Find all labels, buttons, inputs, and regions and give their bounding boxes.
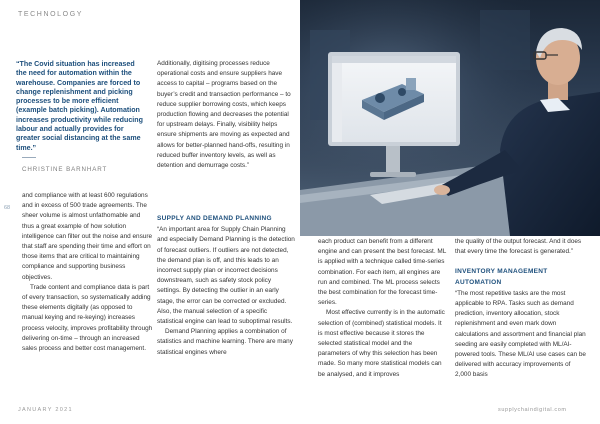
section-title: TECHNOLOGY [18,11,84,18]
pull-quote: “The Covid situation has increased the need for automation within the warehouse. Companies are forced to change replenishment and picking processes to be more efficient (example batch picking). Automation increases productivity while reducing labour and actually provides for greater social distancing at the same time.” [16,60,143,152]
footer-date: JANUARY 2021 [18,407,73,413]
paragraph: Most effective currently is in the automatic selection of (combined) statistical models. It is most effective because it stores the selected statistical model and the parameters of why this selection has been made. So many more statistical models can be analysed, and it improves [318,309,445,378]
quote-divider [22,157,36,158]
paragraph: and compliance with at least 600 regulations and in excess of 500 trade agreements. The sheer volume is almost unfathomable and thus a great example of how solution intelligence can filter out the noise and ensure that staff are spending their time and effort on those items that are critical to maintaining compliance and supporting business objectives. [22,192,153,281]
paragraph: Additionally, digitising processes reduce operational costs and ensure suppliers have access to capital – programs based on the buyer’s credit and transaction performance – to reduce supplier borrowing costs, which keeps production flowing and decreases the potential for upstream delays. Finally, visibility helps ensure shipments are moving as expected and allows for better-planned hand-offs, resulting in reduced buffer inventory levels, as well as detention and demurrage costs.” [157,60,291,170]
paragraph: Demand Planning applies a combination of statistics and machine learning. There are many statistical engines where [157,328,293,356]
paragraph: each product can benefit from a different engine and can present the best forecast. ML is applied with a technique called time-series combination. For each item, all engines are run and combined. The ML process selects the best combination for the forecast time-series. [318,238,447,307]
quote-author: CHRISTINE BARNHART [22,166,108,173]
heading-supply-demand: SUPPLY AND DEMAND PLANNING [157,215,272,222]
paragraph: “An important area for Supply Chain Planning and especially Demand Planning is the detection of forecast outliers. If outliers are not detected, the demand plan is off, and this leads to an incorrect supply plan or incorrect decisions downstream, such as safety stock policy settings. By detecting the outlier in an early stage, the error can be corrected or excluded. Also, the manual selection of a specific statistical engine can lead to suboptimal results. [157,226,295,326]
paragraph: Trade content and compliance data is part of every transaction, so systematically adding these elements digitally (as opposed to manual keying and re-keying) increases process velocity, improves profitability through delivering on-time – through an increased sales process and better cost management. [22,283,153,353]
column-fourth [455,237,587,381]
page-number-left: 68 [4,205,11,211]
photo-engineer-at-computer [300,0,600,236]
column-middle-lower [157,214,295,358]
paragraph: the quality of the output forecast. And it does that every time the forecast is generated.” [455,238,582,256]
column-third [318,237,446,380]
column-left [22,191,154,354]
photo-illustration [300,0,600,236]
column-middle-top [157,59,295,171]
paragraph: “The most repetitive tasks are the most applicable to RPA. Tasks such as demand prediction, inventory allocation, stock replenishment and even mark down calculations and assortment and financial plan seeding are easily completed with ML/AI-powered tools. These ML/AI use cases can be delivered with accuracy improvements of 2,000 basis [455,289,586,379]
heading-inventory-automation: INVENTORY MANAGEMENT AUTOMATION [455,268,548,286]
footer-url: supplychaindigital.com [498,407,567,413]
